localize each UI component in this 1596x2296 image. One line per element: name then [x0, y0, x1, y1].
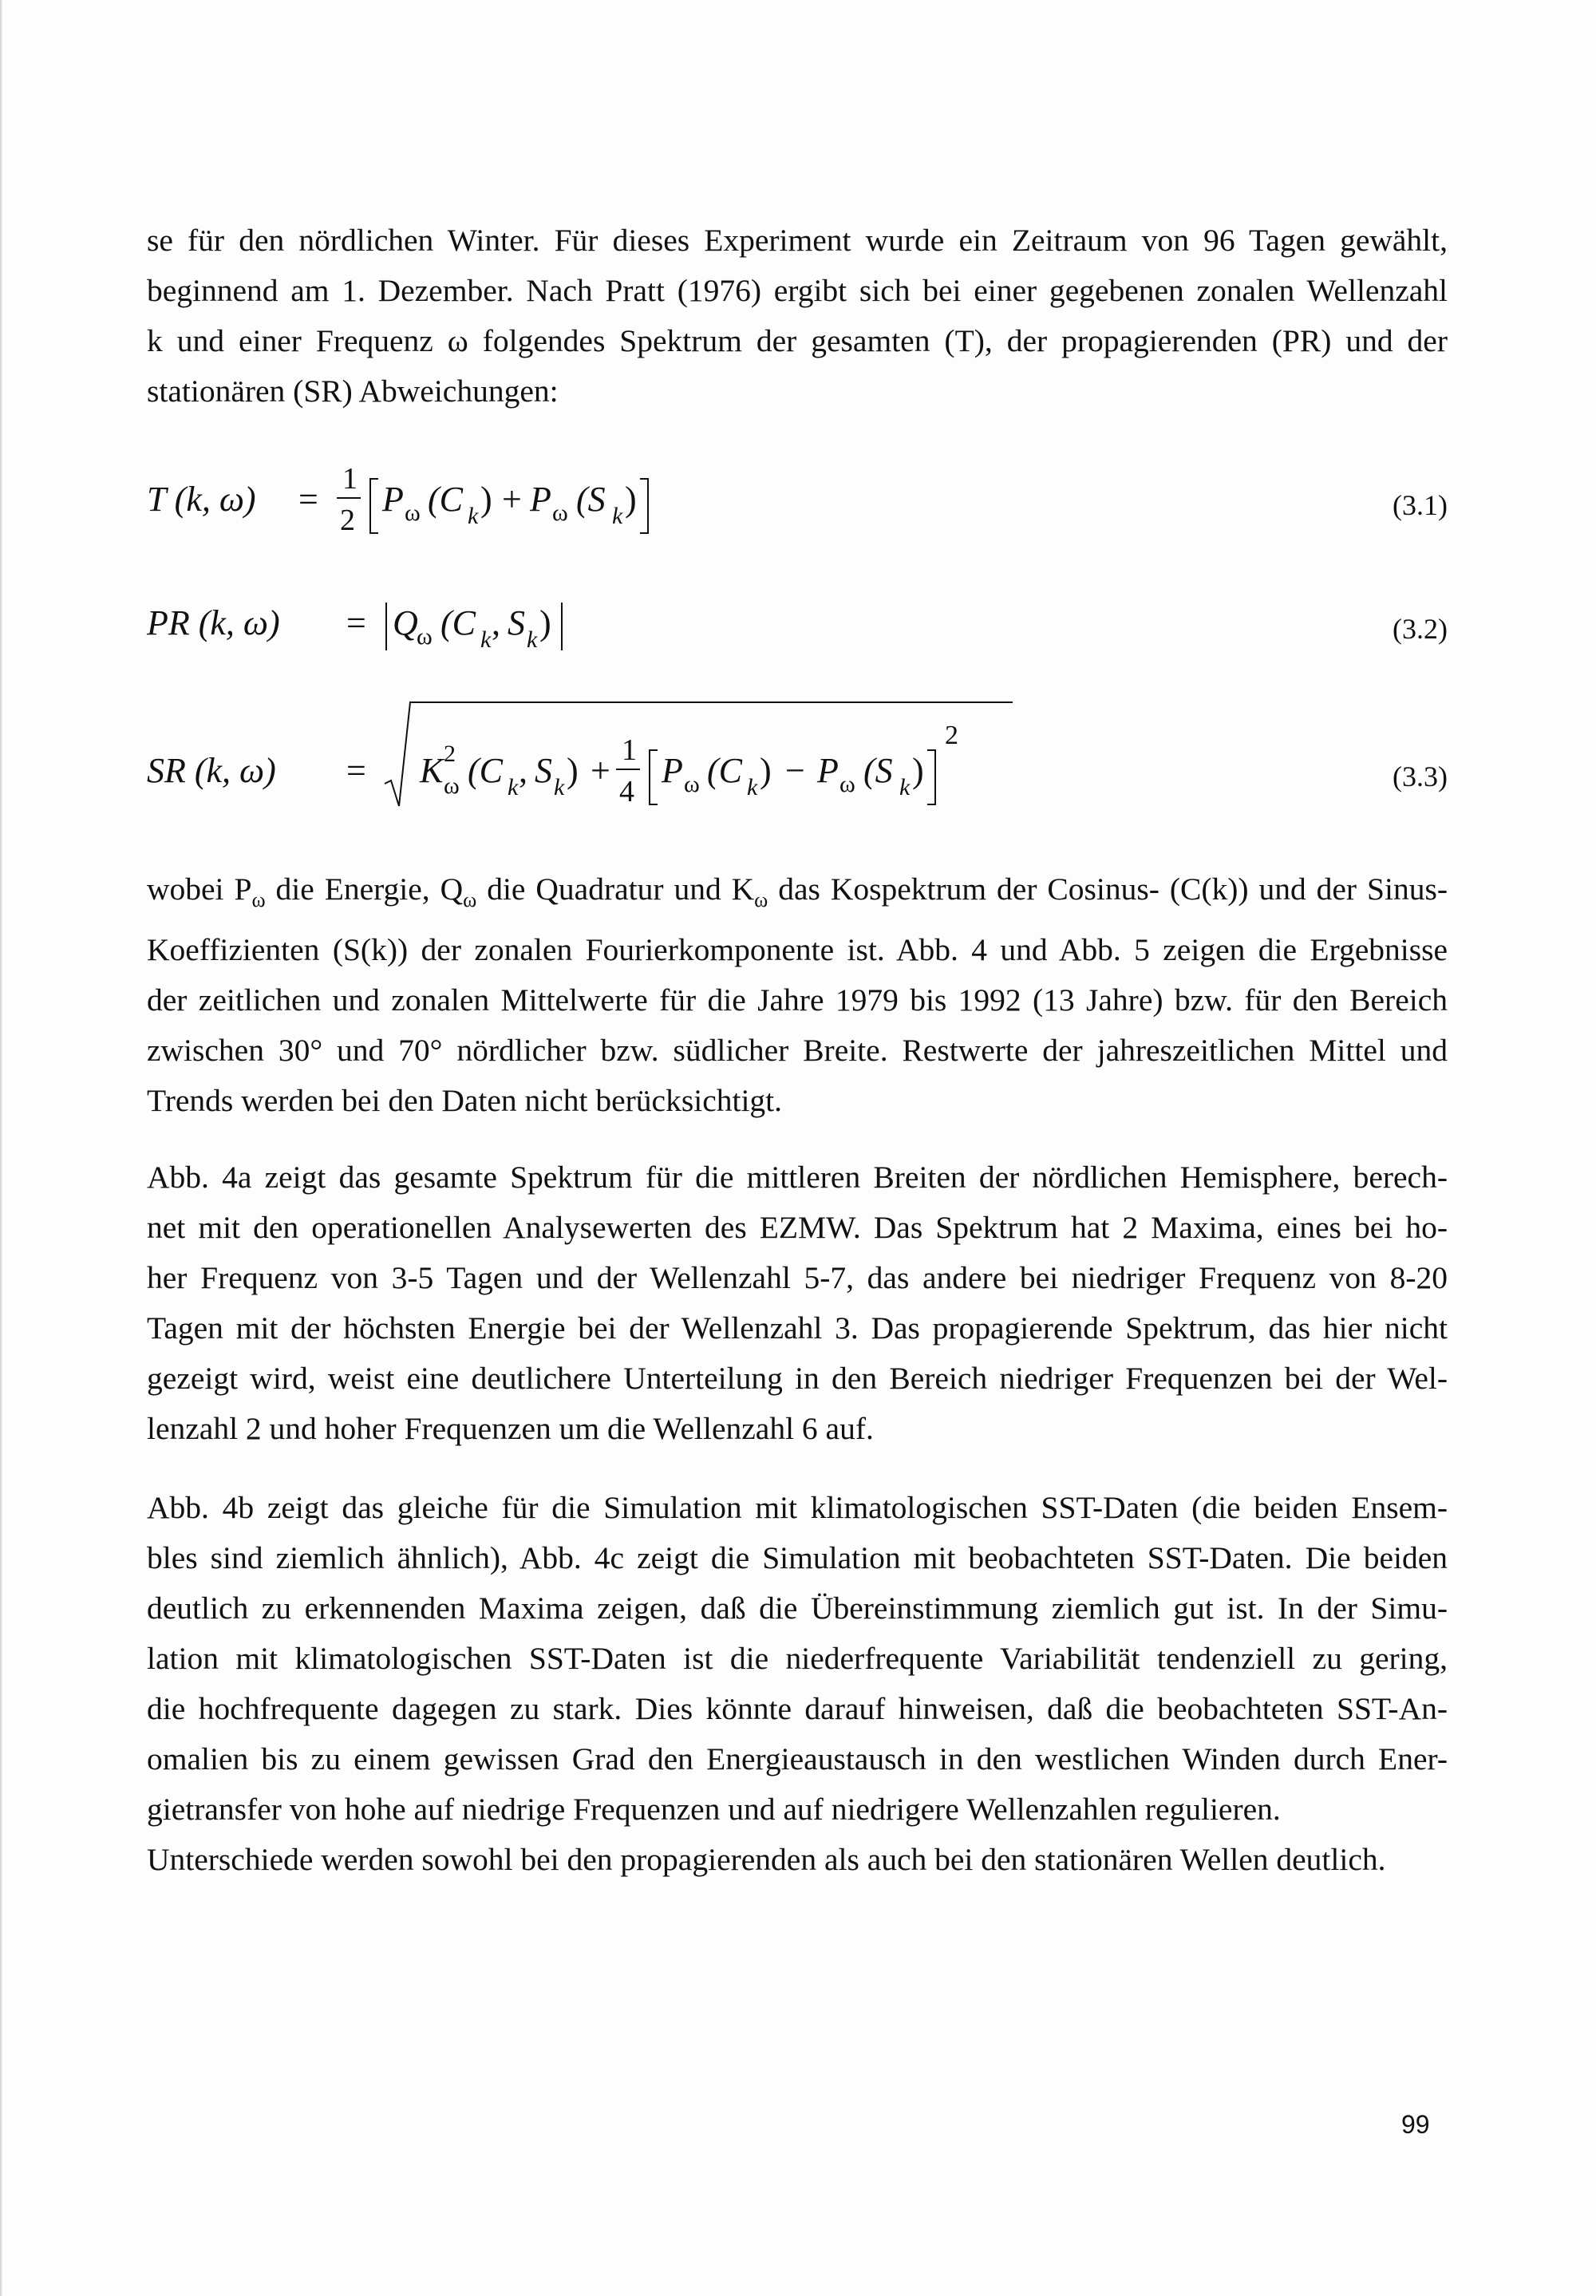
eq2-omega: ω — [417, 623, 433, 650]
eq3-frac-den: 4 — [619, 775, 634, 808]
eq2-C: (C — [440, 603, 476, 642]
eq1-plus: + — [502, 480, 522, 519]
text-line: bles sind ziemlich ähnlich), Abb. 4c zeigt die Simulation mit beobachteten SST-Daten. Die beiden — [147, 1540, 1448, 1575]
eq3-minus: − — [785, 751, 805, 790]
eq3-P1: P — [662, 751, 683, 790]
eq3-k1: k — [508, 774, 519, 800]
eq3-close2: ) — [760, 751, 772, 790]
eq3-omega1: ω — [684, 771, 700, 797]
text-line: Abb. 4a zeigt das gesamte Spektrum für die mittleren Breiten der nördlichen Hemisphere, berech- — [147, 1160, 1448, 1195]
equation-3-1-formula — [147, 447, 1448, 559]
eq3-k2: k — [554, 774, 565, 800]
scan-edge-shadow — [0, 0, 2, 2296]
equation-number: (3.1) — [1393, 489, 1448, 521]
text-line: zwischen 30° und 70° nördlicher bzw. südlicher Breite. Restwerte der jahreszeitlichen Mittel und — [147, 1032, 1448, 1068]
eq1-P1: P — [382, 480, 404, 519]
eq3-right-bracket — [927, 750, 935, 804]
text-line: deutlich zu erkennenden Maxima zeigen, daß die Übereinstimmung ziemlich gut ist. In der Simu- — [147, 1591, 1448, 1626]
text-line: lenzahl 2 und hoher Frequenzen um die Wellenzahl 6 auf. — [147, 1411, 874, 1446]
text-line: Trends werden bei den Daten nicht berücksichtigt. — [147, 1082, 783, 1118]
eq2-close: ) — [539, 603, 551, 642]
eq2-S: S — [508, 603, 525, 642]
eq1-k2: k — [612, 503, 623, 529]
text-line: Koeffizienten (S(k)) der zonalen Fourierkomponente ist. Abb. 4 und Abb. 5 zeigen die Ergebnisse — [147, 931, 1448, 967]
eq1-k1: k — [468, 503, 479, 529]
eq1-lhs: T (k, ω) — [147, 480, 256, 519]
equation-number: (3.2) — [1393, 613, 1448, 645]
eq1-frac-num: 1 — [342, 462, 358, 496]
eq2-lhs: PR (k, ω) — [147, 603, 280, 642]
page-number: 99 — [1401, 2110, 1430, 2139]
eq3-P2: P — [817, 751, 839, 790]
text-line: stationären (SR) Abweichungen: — [147, 373, 559, 409]
eq3-C: (C — [468, 751, 503, 790]
eq3-S2: (S — [863, 751, 893, 790]
eq3-k3: k — [747, 774, 758, 800]
text-line-with-subscripts: wobei $P_\omega$ die Energie, $Q_\omega$ die Quadratur und $K_\omega$ das Kospektrum der Cosinus- (C(k)) und der Sinus- — [147, 871, 1448, 911]
subscript-omega: ω — [251, 887, 266, 911]
text-line: gietransfer von hohe auf niedrige Frequenzen und auf niedrigere Wellenzahlen regulieren. — [147, 1792, 1281, 1827]
text-line: net mit den operationellen Analysewerten des EZMW. Das Spektrum hat 2 Maxima, eines bei ho- — [147, 1210, 1448, 1245]
text-line: lation mit klimatologischen SST-Daten ist die niederfrequente Variabilität tendenziell zu gering, — [147, 1641, 1448, 1676]
eq1-C: (C — [428, 480, 463, 519]
subscript-omega: ω — [463, 887, 477, 911]
equation-3-3 — [147, 694, 1448, 806]
text-line: k und einer Frequenz ω folgendes Spektrum der gesamten (T), der propagierenden (PR) und der — [147, 323, 1448, 358]
paragraph-definitions — [147, 864, 1448, 1126]
text-line: beginnend am 1. Dezember. Nach Pratt (1976) ergibt sich bei einer gegebenen zonalen Wellenzahl — [147, 273, 1448, 308]
eq3-K-sup: 2 — [444, 741, 456, 767]
eq2-k1: k — [480, 626, 492, 653]
eq3-frac-num: 1 — [622, 733, 637, 767]
eq1-omega2: ω — [552, 500, 568, 526]
eq2-k2: k — [527, 626, 538, 653]
eq1-S: (S — [576, 480, 606, 519]
eq3-comma: , — [519, 751, 527, 790]
eq3-C2: (C — [707, 751, 742, 790]
equation-3-2 — [147, 571, 1448, 682]
equation-number: (3.3) — [1393, 761, 1448, 792]
eq1-frac-den: 2 — [340, 504, 355, 537]
eq1-left-bracket — [370, 479, 378, 533]
eq3-equals: = — [346, 751, 366, 790]
text-line: her Frequenz von 3-5 Tagen und der Wellenzahl 5-7, das andere bei niedriger Frequenz von 8-20 — [147, 1260, 1448, 1295]
paragraph-intro — [147, 215, 1448, 417]
text-line: der zeitlichen und zonalen Mittelwerte für die Jahre 1979 bis 1992 (13 Jahre) bzw. für den Bereich — [147, 982, 1448, 1018]
eq2-comma: , — [492, 603, 500, 642]
equation-3-2-formula — [147, 571, 1448, 682]
paragraph-abb-4b — [147, 1483, 1448, 1885]
eq3-plus: + — [591, 751, 610, 790]
eq1-right-bracket — [640, 479, 648, 533]
eq1-equals: = — [298, 480, 318, 519]
text-line: Tagen mit der höchsten Energie bei der Wellenzahl 3. Das propagierende Spektrum, das hier nicht — [147, 1310, 1448, 1346]
text-line: omalien bis zu einem gewissen Grad den Energieaustausch in den westlichen Winden durch Ener- — [147, 1741, 1448, 1776]
eq3-k4: k — [899, 774, 911, 800]
eq2-equals: = — [346, 603, 366, 642]
subscript-omega: ω — [754, 887, 768, 911]
paragraph-abb-4a — [147, 1152, 1448, 1454]
text-line: die hochfrequente dagegen zu stark. Dies könnte darauf hinweisen, daß die beobachteten SST-An- — [147, 1691, 1448, 1726]
eq3-K: K — [420, 751, 444, 790]
equation-3-3-formula — [147, 694, 1448, 822]
eq3-left-bracket — [650, 750, 658, 804]
text-line: Unterschiede werden sowohl bei den propagierenden als auch bei den stationären Wellen deutlich. — [147, 1842, 1386, 1877]
eq1-close2: ) — [625, 480, 637, 519]
equation-3-1 — [147, 447, 1448, 559]
eq3-omega2: ω — [839, 771, 855, 797]
eq2-Q: Q — [393, 603, 418, 642]
eq1-P2: P — [530, 480, 551, 519]
eq1-close1: ) — [480, 480, 492, 519]
text-line: Abb. 4b zeigt das gleiche für die Simulation mit klimatologischen SST-Daten (die beiden Ensem- — [147, 1490, 1448, 1525]
eq3-close1: ) — [567, 751, 579, 790]
eq1-omega1: ω — [405, 500, 421, 526]
eq3-S: S — [535, 751, 552, 790]
eq3-K-omega: ω — [444, 773, 460, 799]
eq3-outer-sup: 2 — [945, 721, 958, 750]
eq3-close3: ) — [912, 751, 924, 790]
text-line: gezeigt wird, weist eine deutlichere Unterteilung in den Bereich niedriger Frequenzen bei der Wel- — [147, 1361, 1448, 1396]
text-line: se für den nördlichen Winter. Für dieses Experiment wurde ein Zeitraum von 96 Tagen gewählt, — [147, 223, 1448, 258]
eq3-lhs: SR (k, ω) — [147, 751, 276, 790]
